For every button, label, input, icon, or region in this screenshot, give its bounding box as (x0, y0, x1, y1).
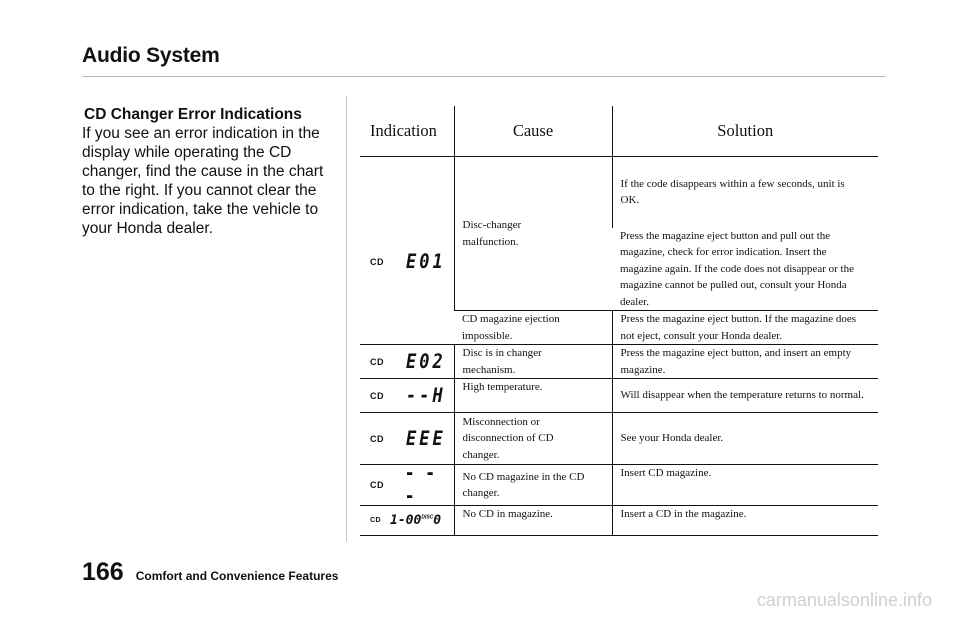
indication-cell (360, 345, 454, 379)
indication-cell (360, 379, 454, 413)
cd-label: CD (370, 480, 384, 490)
error-indication-table (360, 106, 878, 536)
page-number: 166 (82, 558, 124, 586)
error-code: --H (406, 384, 446, 407)
solution-text: Press the magazine eject button. If the magazine does not eject, consult your Honda dealer. (620, 313, 856, 342)
cause-text: CD magazine ejection impossible. (462, 313, 560, 342)
solution-text: Will disappear when the temperature returns to normal. (620, 389, 864, 402)
column-divider (346, 96, 347, 542)
table-row (360, 465, 878, 506)
cause-text: Disc-changer malfunction. (462, 219, 522, 248)
cd-label: CD (370, 356, 384, 367)
cause-cell (454, 506, 612, 536)
code-suffix: 0 (433, 513, 442, 528)
solution-text: Insert CD magazine. (620, 467, 712, 479)
cd-label: CD (370, 256, 384, 267)
solution-cell (612, 157, 878, 228)
header-rule (82, 76, 886, 77)
error-code (390, 513, 441, 528)
cause-text: No CD magazine in the CD changer. (462, 470, 585, 499)
header-solution: Solution (612, 106, 878, 157)
error-code: - - - (404, 462, 436, 508)
table-header-row (360, 106, 878, 157)
page-footer (82, 558, 338, 587)
page-title: Audio System (82, 44, 220, 67)
cause-cell (454, 379, 612, 413)
table-row (360, 379, 878, 413)
cause-cell (454, 311, 612, 345)
solution-cell (612, 379, 878, 413)
table-row (360, 345, 878, 379)
cause-cell (454, 345, 612, 379)
table-row (360, 157, 878, 228)
solution-text: If the code disappears within a few seconds, unit is OK. (620, 177, 845, 207)
solution-cell (612, 506, 878, 536)
solution-text: Press the magazine eject button, and insert an empty magazine. (620, 347, 852, 376)
section-body: If you see an error indication in the display while operating the CD changer, find the cause in the chart to the right. If you cannot clear the error indication, take the vehicle to your Honda dealer. (82, 125, 324, 237)
cd-label: CD (370, 433, 384, 444)
error-code: E02 (406, 350, 446, 373)
indication-cell (360, 506, 454, 536)
solution-text: Press the magazine eject button and pull out the magazine, check for error indication. Insert the magazine again. If the code does not disappear or the magazine cannot be pulled out, consult your Honda dealer. (620, 229, 854, 308)
cause-text: Disc is in changer mechanism. (462, 347, 542, 376)
indication-cell (360, 462, 454, 508)
code-prefix: 1-00 (390, 513, 422, 528)
error-code: E01 (406, 250, 446, 273)
solution-text: See your Honda dealer. (620, 432, 724, 445)
error-code: EEE (406, 427, 446, 450)
table-row (360, 413, 878, 465)
cause-text: High temperature. (462, 381, 543, 393)
solution-cell (612, 228, 878, 311)
cd-label: CD (370, 390, 384, 401)
solution-cell (612, 413, 878, 465)
cause-text: No CD in magazine. (462, 508, 553, 520)
cause-cell (454, 157, 612, 311)
cause-cell (454, 465, 612, 506)
footer-section-name: Comfort and Convenience Features (135, 569, 339, 583)
table-row (360, 506, 878, 536)
cd-label: CD (370, 517, 382, 524)
section-heading: CD Changer Error Indications (84, 106, 302, 123)
cause-cell (454, 413, 612, 465)
watermark: carmanualsonline.info (756, 590, 932, 610)
indication-cell (360, 157, 454, 345)
solution-text: Insert a CD in the magazine. (620, 508, 747, 520)
solution-cell (612, 465, 878, 506)
cause-text: Misconnection or disconnection of CD changer. (462, 415, 554, 461)
solution-cell (612, 345, 878, 379)
solution-cell (612, 311, 878, 345)
indication-cell (360, 413, 454, 465)
header-indication: Indication (360, 106, 454, 157)
disc-label: DISC (421, 514, 434, 521)
header-cause: Cause (454, 106, 612, 157)
